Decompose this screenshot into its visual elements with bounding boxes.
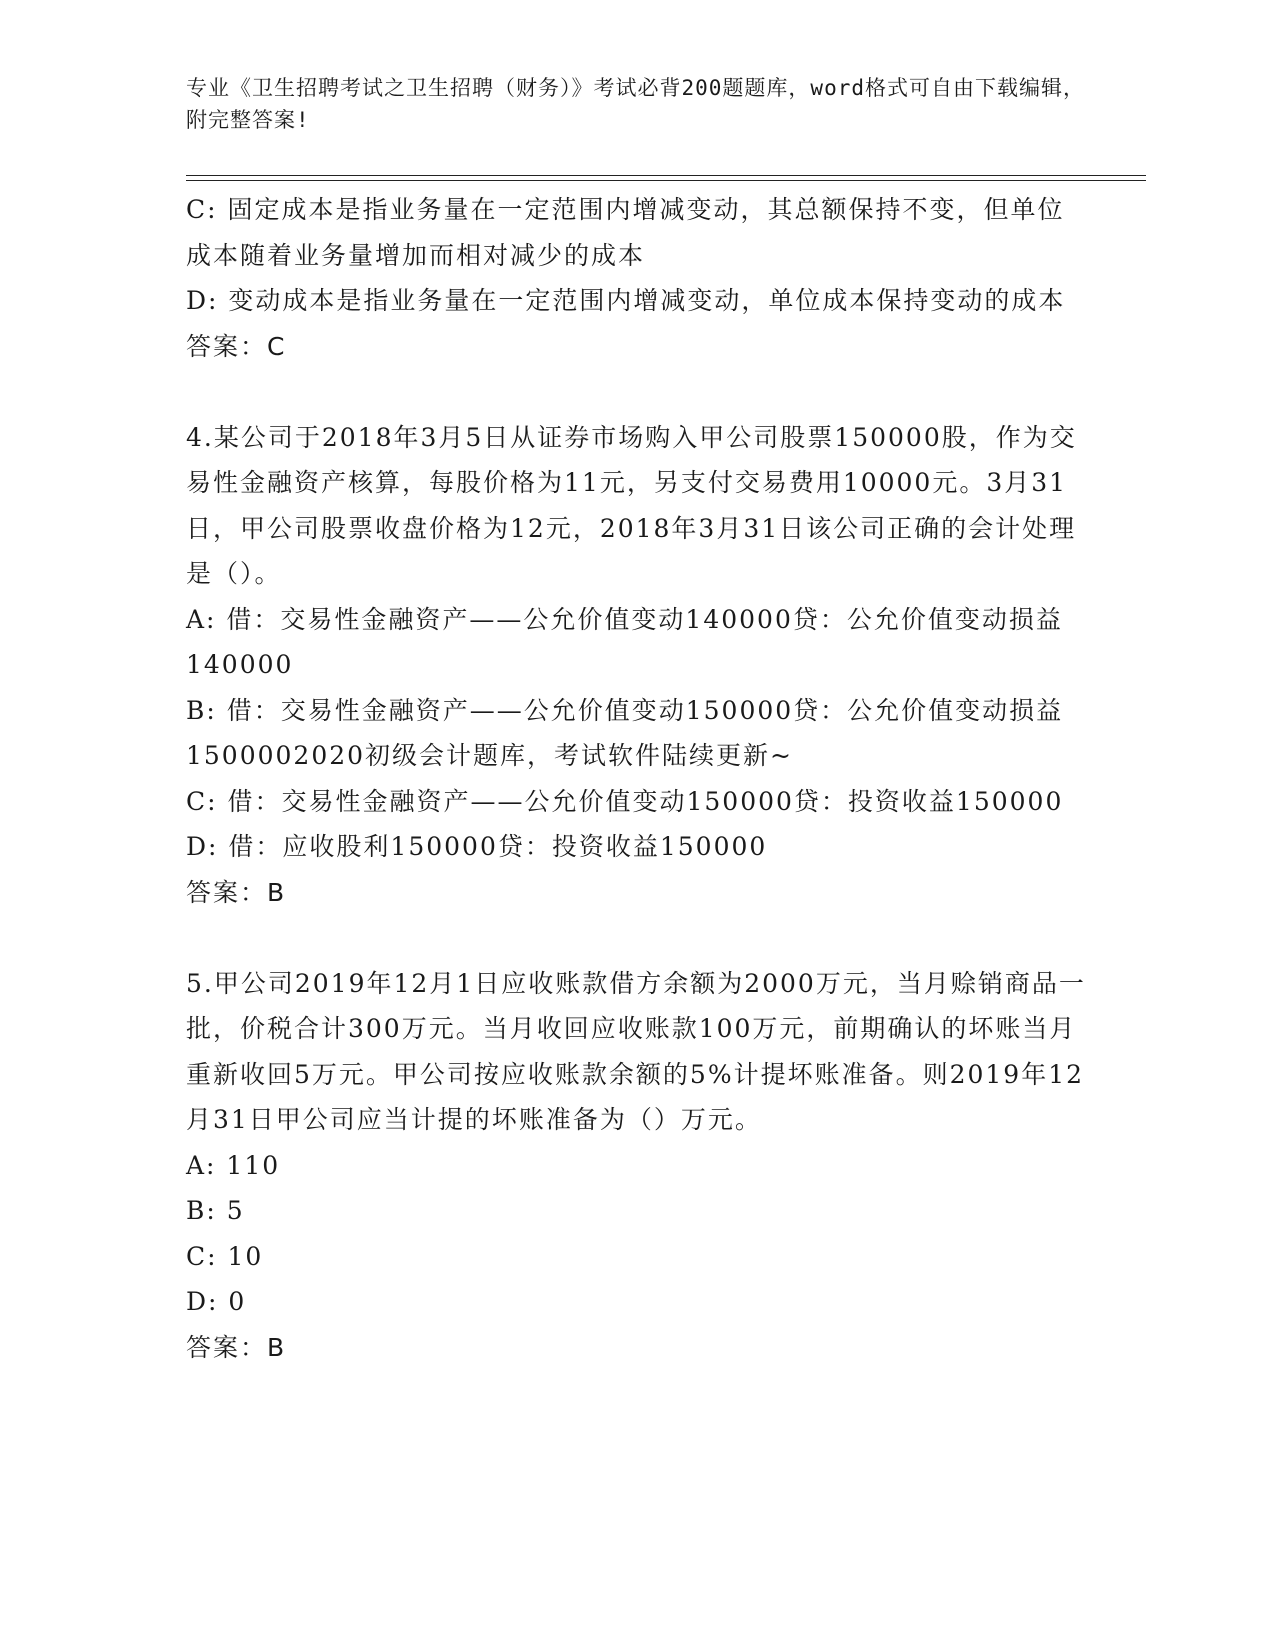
q5-option-a: A: 110 bbox=[186, 1150, 281, 1180]
q3-answer: 答案：C bbox=[186, 331, 287, 361]
header-rule-top bbox=[186, 175, 1146, 176]
q3-option-d: D: 变动成本是指业务量在一定范围内增减变动，单位成本保持变动的成本 bbox=[186, 286, 1066, 315]
header-rule-bottom bbox=[186, 180, 1146, 181]
question-3 bbox=[186, 187, 1086, 369]
q5-option-b: B: 5 bbox=[186, 1196, 245, 1225]
question-5 bbox=[186, 961, 1086, 1371]
q3-option-c: C: 固定成本是指业务量在一定范围内增减变动，其总额保持不变，但单位成本随着业务量增加而相对减少的成本 bbox=[186, 195, 1065, 270]
q4-option-b: B: 借：交易性金融资产——公允价值变动150000贷：公允价值变动损益1500002020初级会计题库，考试软件陆续更新~ bbox=[186, 695, 1064, 770]
q4-stem: 4.某公司于2018年3月5日从证券市场购入甲公司股票150000股，作为交易性金融资产核算，每股价格为11元，另支付交易费用10000元。3月31日，甲公司股票收盘价格为12元，2018年3月31日该公司正确的会计处理是（）。 bbox=[186, 422, 1077, 588]
q4-answer: 答案：B bbox=[186, 877, 287, 907]
q4-option-c: C: 借：交易性金融资产——公允价值变动150000贷：投资收益150000 bbox=[186, 786, 1064, 816]
document-header: 专业《卫生招聘考试之卫生招聘（财务）》考试必背200题题库，word格式可自由下载编辑，附完整答案! bbox=[186, 76, 1085, 132]
document-body bbox=[186, 187, 1086, 1370]
question-4 bbox=[186, 415, 1086, 916]
q4-option-a: A: 借：交易性金融资产——公允价值变动140000贷：公允价值变动损益140000 bbox=[186, 604, 1063, 679]
q5-option-d: D: 0 bbox=[186, 1287, 247, 1316]
q4-option-d: D: 借：应收股利150000贷：投资收益150000 bbox=[186, 832, 768, 861]
spacer bbox=[186, 369, 1086, 415]
q5-answer: 答案：B bbox=[186, 1332, 287, 1362]
q5-stem: 5.甲公司2019年12月1日应收账款借方余额为2000万元，当月赊销商品一批，价税合计300万元。当月收回应收账款100万元，前期确认的坏账当月重新收回5万元。甲公司按应收账款余额的5%计提坏账准备。则2019年12月31日甲公司应当计提的坏账准备为（）万元。 bbox=[186, 968, 1086, 1134]
spacer bbox=[186, 915, 1086, 961]
q5-option-c: C: 10 bbox=[186, 1241, 264, 1271]
